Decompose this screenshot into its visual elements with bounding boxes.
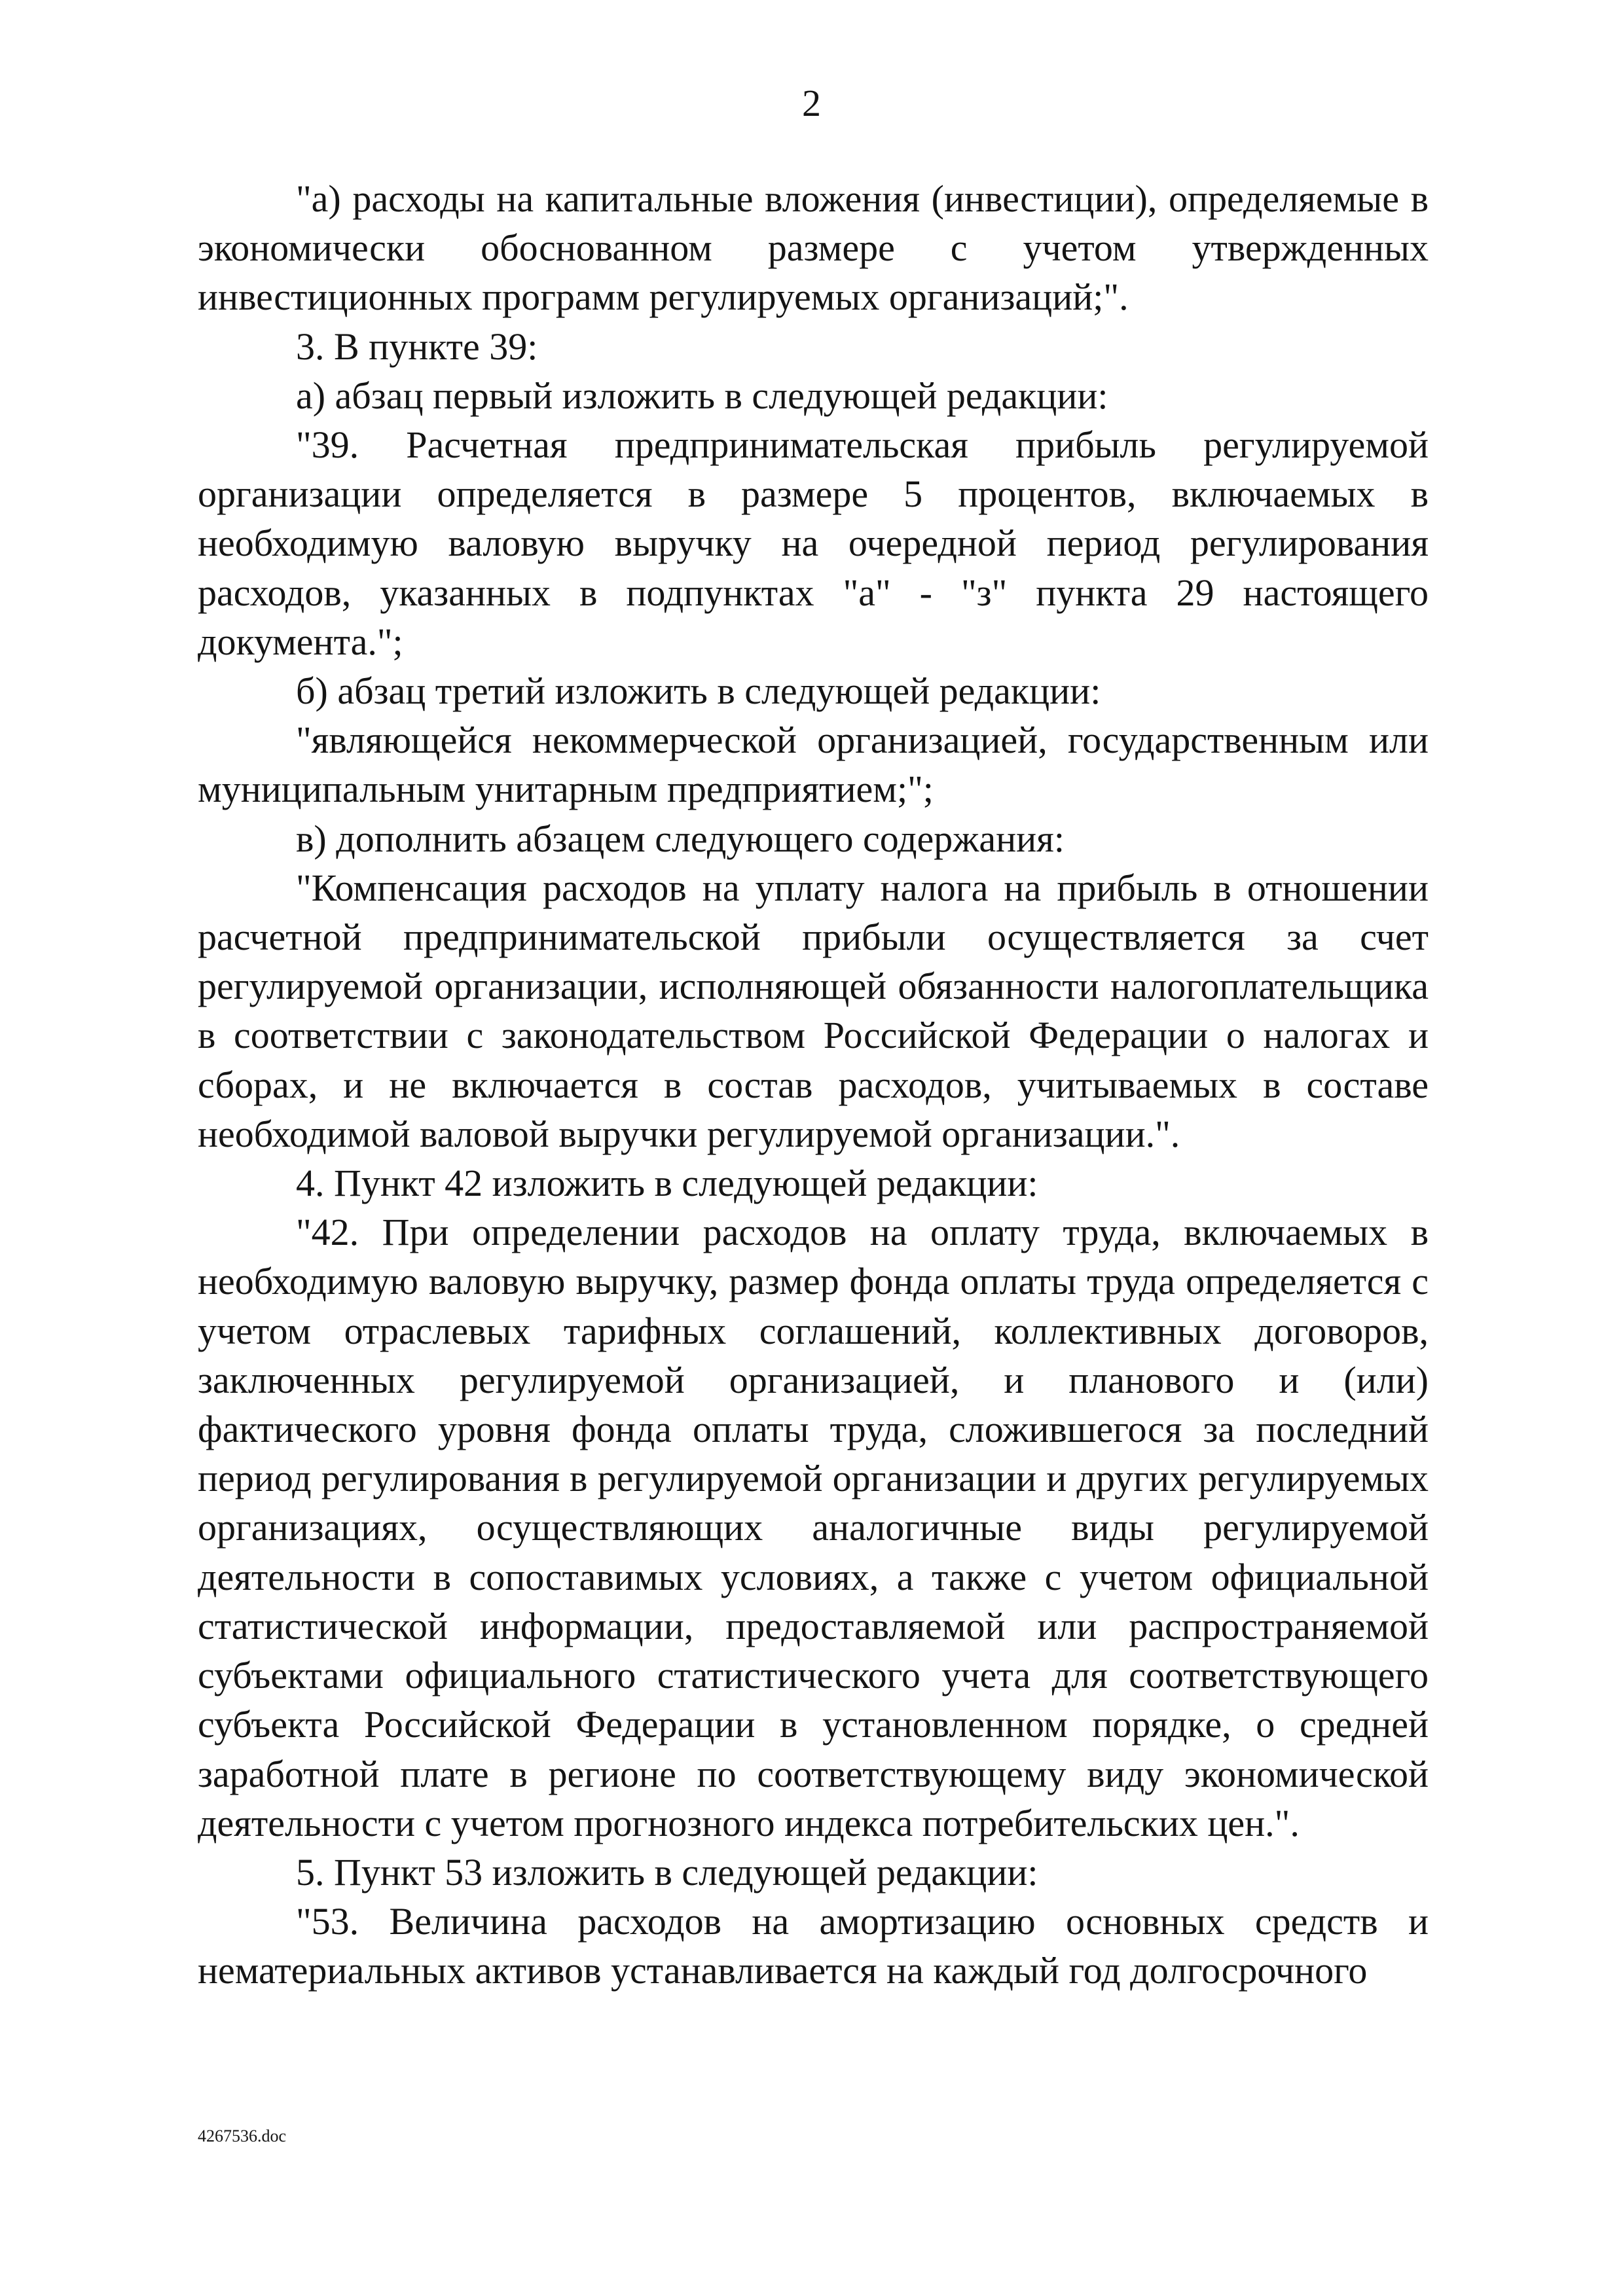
- paragraph-clause-53: "53. Величина расходов на амортизацию основных средств и нематериальных активов устанавливается на каждый год долгосрочного: [198, 1900, 1429, 1992]
- paragraph-item-4-heading: 4. Пункт 42 изложить в следующей редакции:: [296, 1162, 1038, 1205]
- paragraph-item-5-heading: 5. Пункт 53 изложить в следующей редакции:: [296, 1850, 1038, 1893]
- paragraph-tax-compensation: "Компенсация расходов на уплату налога на прибыль в отношении расчетной предпринимательской прибыли осуществляется за счет регулируемой организации, исполняющей обязанности налогоплательщика в соответствии с законодательством Российской Федерации о налогах и сборах, и не включается в состав расходов, учитываемых в составе необходимой валовой выручки регулируемой организации.".: [198, 866, 1429, 1155]
- paragraph-clause-39: "39. Расчетная предпринимательская прибыль регулируемой организации определяется в размере 5 процентов, включаемых в необходимую валовую выручку на очередной период регулирования расходов, указанных в подпунктах "а" - "з" пункта 29 настоящего документа.";: [198, 423, 1429, 663]
- document-body: [198, 174, 1429, 1996]
- page-number: 2: [802, 82, 821, 124]
- paragraph-item-3b: б) абзац третий изложить в следующей редакции:: [296, 670, 1101, 713]
- paragraph-clause-42: "42. При определении расходов на оплату труда, включаемых в необходимую валовую выручку, размер фонда оплаты труда определяется с учетом отраслевых тарифных соглашений, коллективных договоров, заключенных регулируемой организацией, и планового и (или) фактического уровня фонда оплаты труда, сложившегося за последний период регулирования в регулируемой организации и других регулируемых организациях, осуществляющих аналогичные виды регулируемой деятельности в сопоставимых условиях, а также с учетом официальной статистической информации, предоставляемой или распространяемой субъектами официального статистического учета для соответствующего субъекта Российской Федерации в установленном порядке, о средней заработной плате в регионе по соответствующему виду экономической деятельности с учетом прогнозного индекса потребительских цен.".: [198, 1211, 1429, 1844]
- document-file-code: 4267536.doc: [198, 2126, 287, 2145]
- paragraph-item-3-heading: 3. В пункте 39:: [296, 325, 538, 368]
- paragraph-clause-39-third: "являющейся некоммерческой организацией, государственным или муниципальным унитарным предприятием;";: [198, 719, 1429, 811]
- paragraph-item-3v: в) дополнить абзацем следующего содержания:: [296, 817, 1065, 860]
- paragraph-item-3a: а) абзац первый изложить в следующей редакции:: [296, 374, 1108, 417]
- paragraph-subitem-a-capital-investments: "а) расходы на капитальные вложения (инвестиции), определяемые в экономически обоснованном размере с учетом утвержденных инвестиционных программ регулируемых организаций;".: [198, 177, 1429, 319]
